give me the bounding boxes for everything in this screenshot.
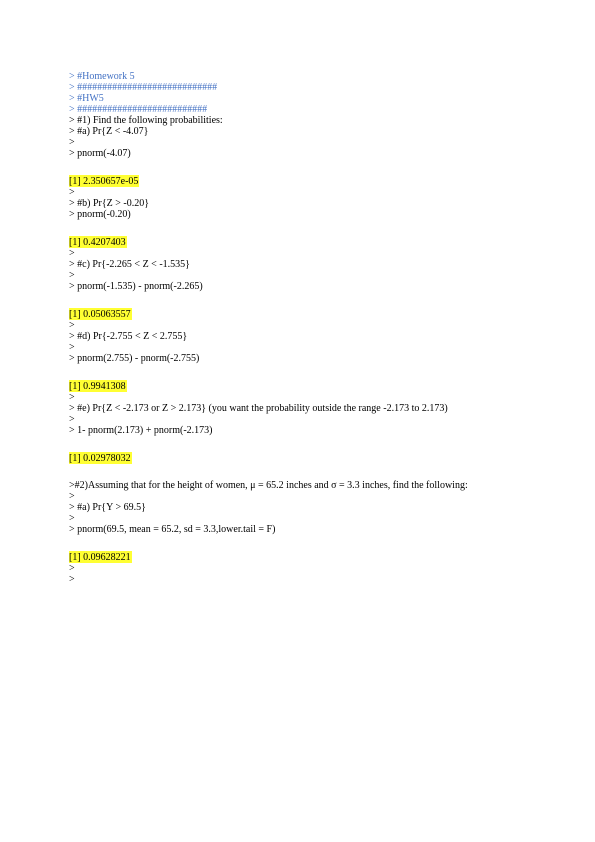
- result-c: [1] 0.05063557: [69, 309, 131, 320]
- command-e: > 1- pnorm(2.173) + pnorm(-2.173): [69, 425, 213, 436]
- result-e: [1] 0.02978032: [69, 453, 131, 464]
- question-e: > #e) Pr{Z < -2.173 or Z > 2.173} (you want the probability outside the range -2.173 to 2.173): [69, 403, 448, 414]
- header-line: > #HW5: [69, 93, 104, 104]
- prompt-line: >: [69, 342, 75, 353]
- prompt-line: >: [69, 270, 75, 281]
- header-line: > ############################: [69, 82, 218, 93]
- prompt-line: >: [69, 137, 75, 148]
- spacer: [69, 464, 529, 480]
- prompt-line: >: [69, 392, 75, 403]
- question-c: > #c) Pr{-2.265 < Z < -1.535}: [69, 259, 190, 270]
- prompt-line: >: [69, 563, 75, 574]
- r-console-transcript: [69, 71, 529, 585]
- spacer: [69, 364, 529, 380]
- command-2a: > pnorm(69.5, mean = 65.2, sd = 3.3,lower.tail = F): [69, 524, 276, 535]
- header-line: > ##########################: [69, 104, 208, 115]
- spacer: [69, 535, 529, 551]
- prompt-line: >: [69, 187, 75, 198]
- prompt-line: >: [69, 574, 75, 585]
- command-c: > pnorm(-1.535) - pnorm(-2.265): [69, 281, 203, 292]
- prompt-line: >: [69, 491, 75, 502]
- question-2a: > #a) Pr{Y > 69.5}: [69, 502, 146, 513]
- result-a: [1] 2.350657e-05: [69, 176, 139, 187]
- question-b: > #b) Pr{Z > -0.20}: [69, 198, 150, 209]
- problem-2-intro: >#2)Assuming that for the height of women, μ = 65.2 inches and σ = 3.3 inches, find the following:: [69, 480, 468, 491]
- spacer: [69, 292, 529, 308]
- command-d: > pnorm(2.755) - pnorm(-2.755): [69, 353, 200, 364]
- prompt-line: >: [69, 320, 75, 331]
- question-a: > #a) Pr{Z < -4.07}: [69, 126, 149, 137]
- question-d: > #d) Pr{-2.755 < Z < 2.755}: [69, 331, 188, 342]
- result-b: [1] 0.4207403: [69, 237, 126, 248]
- result-d: [1] 0.9941308: [69, 381, 126, 392]
- command-a: > pnorm(-4.07): [69, 148, 131, 159]
- spacer: [69, 220, 529, 236]
- header-line: > #Homework 5: [69, 71, 135, 82]
- prompt-line: >: [69, 248, 75, 259]
- result-2a: [1] 0.09628221: [69, 552, 131, 563]
- command-b: > pnorm(-0.20): [69, 209, 131, 220]
- spacer: [69, 436, 529, 452]
- prompt-line: >: [69, 513, 75, 524]
- spacer: [69, 159, 529, 175]
- problem-1-intro: > #1) Find the following probabilities:: [69, 115, 223, 126]
- prompt-line: >: [69, 414, 75, 425]
